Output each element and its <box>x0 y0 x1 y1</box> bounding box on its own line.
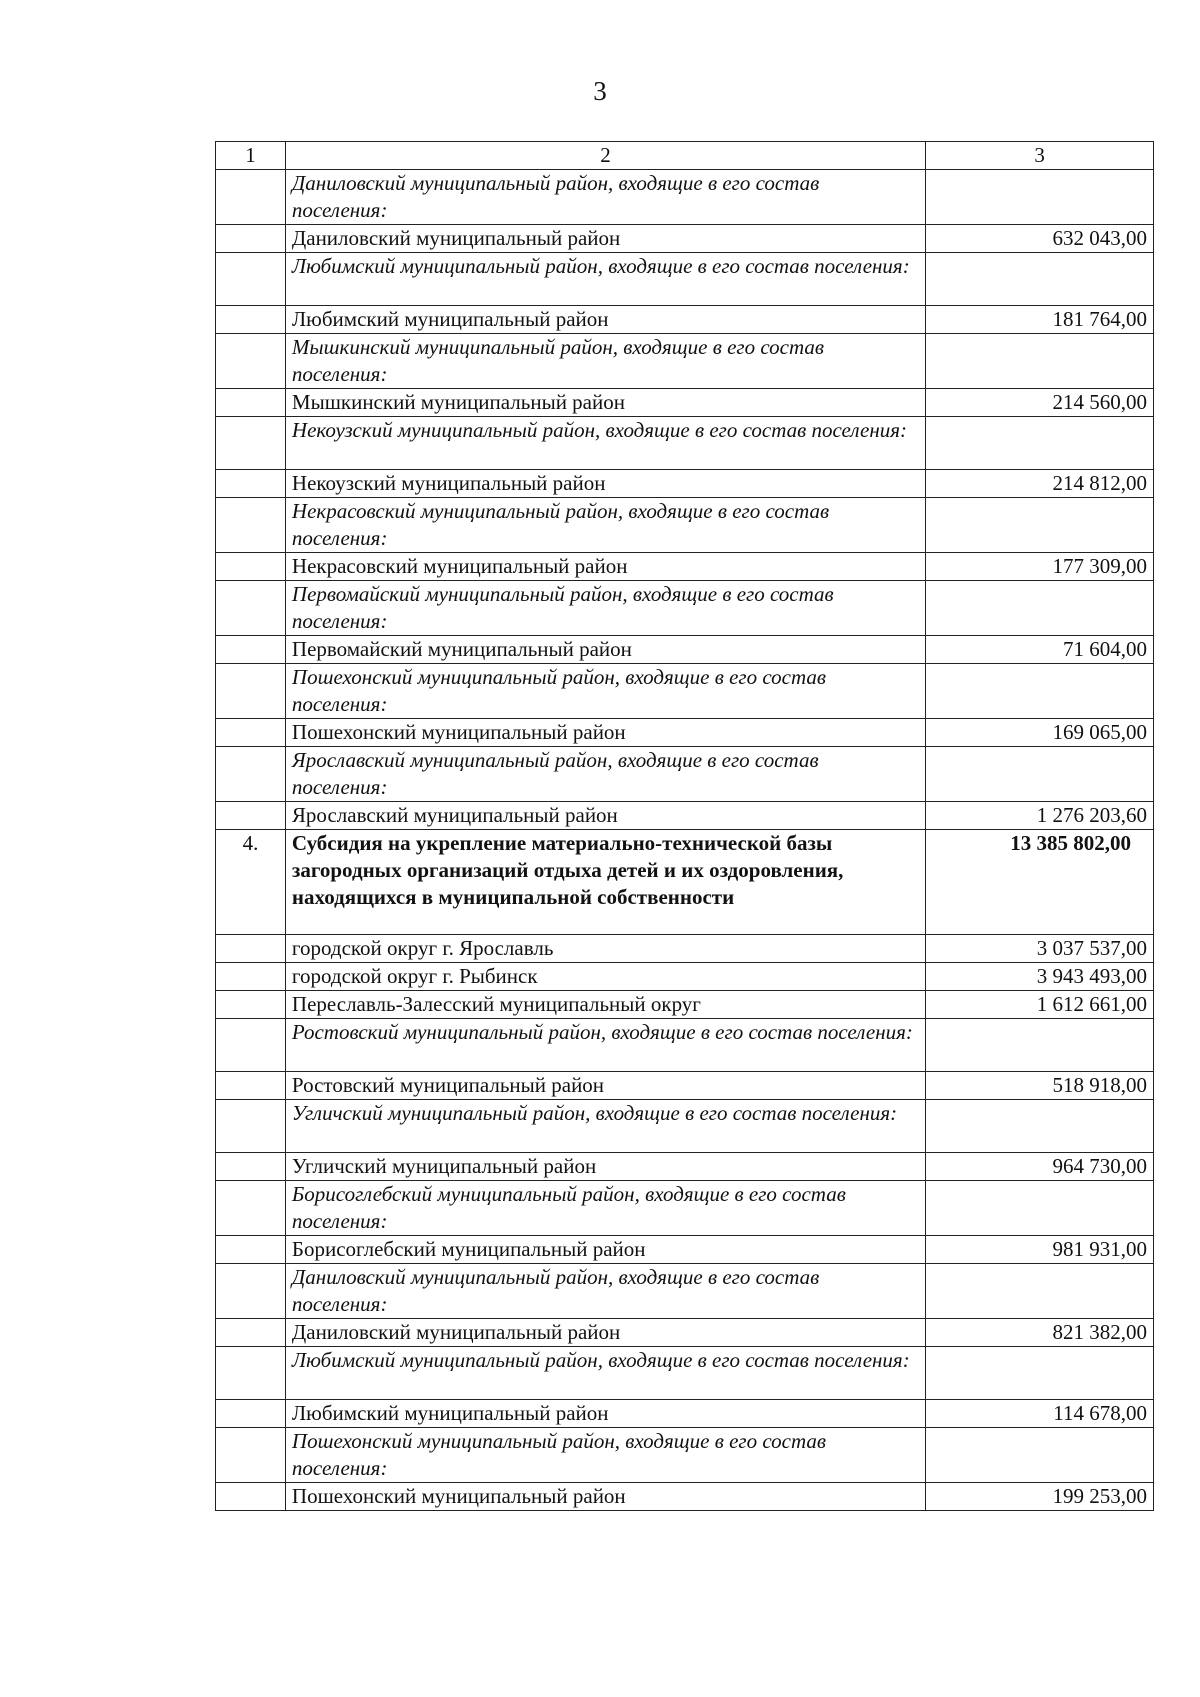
row-name-cell: Пошехонский муниципальный район <box>285 719 925 747</box>
row-number-cell <box>216 1153 286 1181</box>
row-amount-cell: 13 385 802,00 <box>926 830 1154 935</box>
page-number: 3 <box>593 76 607 106</box>
table-row <box>216 1072 1154 1100</box>
table-row <box>216 225 1154 253</box>
row-name-cell: Даниловский муниципальный район, входящие в его состав поселения: <box>285 170 925 225</box>
group-heading-row <box>216 498 1154 553</box>
row-name-cell: Мышкинский муниципальный район <box>285 389 925 417</box>
table-row <box>216 963 1154 991</box>
row-amount-cell: 71 604,00 <box>926 636 1154 664</box>
row-amount-cell: 3 037 537,00 <box>926 935 1154 963</box>
section-row <box>216 830 1154 935</box>
row-name-cell: Любимский муниципальный район, входящие в его состав поселения: <box>285 1347 925 1400</box>
row-amount-cell: 632 043,00 <box>926 225 1154 253</box>
row-number-cell <box>216 334 286 389</box>
row-amount-cell <box>926 334 1154 389</box>
row-number-cell <box>216 1181 286 1236</box>
row-number-cell <box>216 747 286 802</box>
row-amount-cell: 821 382,00 <box>926 1319 1154 1347</box>
row-amount-cell: 114 678,00 <box>926 1400 1154 1428</box>
group-heading-row <box>216 170 1154 225</box>
row-name-cell: Некоузский муниципальный район <box>285 470 925 498</box>
row-name-cell: Борисоглебский муниципальный район <box>285 1236 925 1264</box>
table-row <box>216 935 1154 963</box>
row-name-cell: городской округ г. Рыбинск <box>285 963 925 991</box>
row-name-cell: Борисоглебский муниципальный район, входящие в его состав поселения: <box>285 1181 925 1236</box>
row-amount-cell: 964 730,00 <box>926 1153 1154 1181</box>
group-heading-row <box>216 1428 1154 1483</box>
row-name-cell: Ростовский муниципальный район, входящие в его состав поселения: <box>285 1019 925 1072</box>
table-row <box>216 1400 1154 1428</box>
row-number-cell <box>216 935 286 963</box>
group-heading-row <box>216 1019 1154 1072</box>
table-row <box>216 1319 1154 1347</box>
row-name-cell: Переславль-Залесский муниципальный округ <box>285 991 925 1019</box>
table-row <box>216 636 1154 664</box>
row-number-cell <box>216 1483 286 1511</box>
row-number-cell <box>216 1264 286 1319</box>
row-amount-cell: 181 764,00 <box>926 306 1154 334</box>
row-number-cell <box>216 306 286 334</box>
row-number-cell <box>216 1319 286 1347</box>
row-amount-cell <box>926 664 1154 719</box>
row-number-cell: 4. <box>216 830 286 935</box>
table-row <box>216 802 1154 830</box>
row-number-cell <box>216 1236 286 1264</box>
row-name-cell: Угличский муниципальный район <box>285 1153 925 1181</box>
column-header: 1 <box>216 142 286 170</box>
budget-table <box>215 141 1154 1511</box>
row-amount-cell: 3 943 493,00 <box>926 963 1154 991</box>
row-amount-cell: 199 253,00 <box>926 1483 1154 1511</box>
row-amount-cell <box>926 1347 1154 1400</box>
row-name-cell: Некрасовский муниципальный район <box>285 553 925 581</box>
row-amount-cell: 518 918,00 <box>926 1072 1154 1100</box>
row-name-cell: Первомайский муниципальный район <box>285 636 925 664</box>
row-number-cell <box>216 1100 286 1153</box>
row-name-cell: Ярославский муниципальный район <box>285 802 925 830</box>
row-amount-cell <box>926 253 1154 306</box>
row-number-cell <box>216 581 286 636</box>
group-heading-row <box>216 417 1154 470</box>
table-header-row <box>216 142 1154 170</box>
group-heading-row <box>216 747 1154 802</box>
table-row <box>216 1236 1154 1264</box>
row-number-cell <box>216 1019 286 1072</box>
row-amount-cell <box>926 1428 1154 1483</box>
row-name-cell: Пошехонский муниципальный район, входящие в его состав поселения: <box>285 1428 925 1483</box>
row-name-cell: Некоузский муниципальный район, входящие в его состав поселения: <box>285 417 925 470</box>
row-number-cell <box>216 498 286 553</box>
row-number-cell <box>216 802 286 830</box>
row-name-cell: Мышкинский муниципальный район, входящие в его состав поселения: <box>285 334 925 389</box>
row-name-cell: Пошехонский муниципальный район, входящие в его состав поселения: <box>285 664 925 719</box>
row-name-cell: Некрасовский муниципальный район, входящие в его состав поселения: <box>285 498 925 553</box>
row-name-cell: Ярославский муниципальный район, входящие в его состав поселения: <box>285 747 925 802</box>
row-amount-cell <box>926 170 1154 225</box>
row-number-cell <box>216 417 286 470</box>
row-amount-cell <box>926 1264 1154 1319</box>
row-number-cell <box>216 170 286 225</box>
table-row <box>216 1153 1154 1181</box>
group-heading-row <box>216 664 1154 719</box>
row-number-cell <box>216 553 286 581</box>
row-amount-cell <box>926 1181 1154 1236</box>
row-number-cell <box>216 1347 286 1400</box>
row-number-cell <box>216 470 286 498</box>
row-amount-cell: 1 612 661,00 <box>926 991 1154 1019</box>
table-row <box>216 719 1154 747</box>
row-number-cell <box>216 1072 286 1100</box>
row-number-cell <box>216 636 286 664</box>
row-amount-cell <box>926 498 1154 553</box>
group-heading-row <box>216 1181 1154 1236</box>
row-name-cell: Даниловский муниципальный район <box>285 225 925 253</box>
row-name-cell: Любимский муниципальный район <box>285 1400 925 1428</box>
row-name-cell: Пошехонский муниципальный район <box>285 1483 925 1511</box>
row-number-cell <box>216 225 286 253</box>
row-amount-cell <box>926 747 1154 802</box>
row-amount-cell: 1 276 203,60 <box>926 802 1154 830</box>
row-amount-cell <box>926 1019 1154 1072</box>
column-header: 2 <box>285 142 925 170</box>
group-heading-row <box>216 1100 1154 1153</box>
row-name-cell: Любимский муниципальный район, входящие в его состав поселения: <box>285 253 925 306</box>
row-number-cell <box>216 719 286 747</box>
row-name-cell: Любимский муниципальный район <box>285 306 925 334</box>
row-name-cell: Даниловский муниципальный район <box>285 1319 925 1347</box>
row-name-cell: городской округ г. Ярославль <box>285 935 925 963</box>
group-heading-row <box>216 581 1154 636</box>
group-heading-row <box>216 1264 1154 1319</box>
row-name-cell: Ростовский муниципальный район <box>285 1072 925 1100</box>
row-amount-cell <box>926 1100 1154 1153</box>
row-number-cell <box>216 1428 286 1483</box>
table-row <box>216 553 1154 581</box>
group-heading-row <box>216 334 1154 389</box>
row-amount-cell: 981 931,00 <box>926 1236 1154 1264</box>
row-amount-cell <box>926 581 1154 636</box>
row-amount-cell: 214 812,00 <box>926 470 1154 498</box>
group-heading-row <box>216 253 1154 306</box>
table-row <box>216 991 1154 1019</box>
row-name-cell: Угличский муниципальный район, входящие в его состав поселения: <box>285 1100 925 1153</box>
row-amount-cell <box>926 417 1154 470</box>
table-row <box>216 1483 1154 1511</box>
row-name-cell: Даниловский муниципальный район, входящие в его состав поселения: <box>285 1264 925 1319</box>
table-row <box>216 306 1154 334</box>
column-header: 3 <box>926 142 1154 170</box>
table-row <box>216 389 1154 417</box>
row-number-cell <box>216 389 286 417</box>
row-amount-cell: 169 065,00 <box>926 719 1154 747</box>
row-number-cell <box>216 253 286 306</box>
table-body <box>216 142 1154 1511</box>
row-number-cell <box>216 1400 286 1428</box>
row-amount-cell: 214 560,00 <box>926 389 1154 417</box>
row-number-cell <box>216 991 286 1019</box>
row-name-cell: Первомайский муниципальный район, входящие в его состав поселения: <box>285 581 925 636</box>
row-number-cell <box>216 664 286 719</box>
row-number-cell <box>216 963 286 991</box>
group-heading-row <box>216 1347 1154 1400</box>
table-row <box>216 470 1154 498</box>
row-name-cell: Субсидия на укрепление материально-технической базы загородных организаций отдыха детей и их оздоровления, находящихся в муниципальной собственности <box>285 830 925 935</box>
row-amount-cell: 177 309,00 <box>926 553 1154 581</box>
